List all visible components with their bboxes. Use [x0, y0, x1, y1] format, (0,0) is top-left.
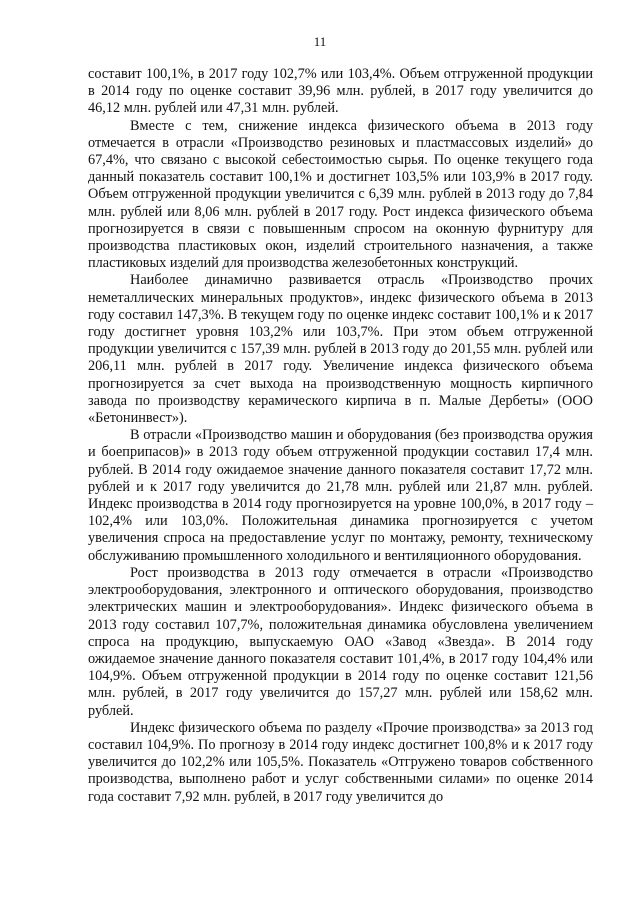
paragraph-3: Наиболее динамично развивается отрасль «Производство прочих неметаллических минеральных продуктов», индекс физического объема в 2013 году составил 147,3%. В текущем году по оценке индекс составит 100,1% и к 2017 году достигнет уровня 103,2% или 103,7%. При этом объем отгруженной продукции увеличится с 157,39 млн. рублей в 2013 году до 201,55 млн. рублей или 206,11 млн. рублей в 2017 году. Увеличение индекса физического объема прогнозируется за счет выхода на производственную мощность кирпичного завода по производству керамического кирпича в п. Малые Дербеты» (ООО «Бетонинвест»).: [88, 272, 593, 427]
paragraph-4: В отрасли «Производство машин и оборудования (без производства оружия и боеприпасов)» в 2013 году объем отгруженной продукции составил 17,4 млн. рублей. В 2014 году ожидаемое значение данного показателя составит 17,72 млн. рублей и к 2017 году увеличится до 21,78 млн. рублей или 21,87 млн. рублей. Индекс производства в 2014 году прогнозируется на уровне 100,0%, в 2017 году – 102,4% или 103,0%. Положительная динамика прогнозируется с учетом увеличения спроса на предоставление услуг по монтажу, ремонту, техническому обслуживанию промышленного холодильного и вентиляционного оборудования.: [88, 427, 593, 564]
document-body: [88, 66, 593, 806]
paragraph-1: составит 100,1%, в 2017 году 102,7% или 103,4%. Объем отгруженной продукции в 2014 году по оценке составит 39,96 млн. рублей, в 2017 году увеличится до 46,12 млн. рублей или 47,31 млн. рублей.: [88, 66, 593, 117]
page-number: 11: [313, 34, 327, 49]
paragraph-2: Вместе с тем, снижение индекса физического объема в 2013 году отмечается в отрасли «Производство резиновых и пластмассовых изделий» до 67,4%, что связано с высокой себестоимостью сырья. По оценке текущего года данный показатель составит 100,1% и достигнет 103,5% или 103,9% в 2017 году. Объем отгруженной продукции увеличится с 6,39 млн. рублей в 2013 году до 7,84 млн. рублей или 8,06 млн. рублей в 2017 году. Рост индекса физического объема прогнозируется в связи с повышенным спросом на оконную фурнитуру для производства пластиковых окон, изделий строительного назначения, а также пластиковых изделий для производства железобетонных конструкций.: [88, 117, 593, 272]
paragraph-6: Индекс физического объема по разделу «Прочие производства» за 2013 год составил 104,9%. По прогнозу в 2014 году индекс достигнет 100,8% и к 2017 году увеличится до 102,2% или 105,5%. Показатель «Отгружено товаров собственного производства, выполнено работ и услуг собственными силами» по оценке 2014 года составит 7,92 млн. рублей, в 2017 году увеличится до: [88, 719, 593, 805]
paragraph-5: Рост производства в 2013 году отмечается в отрасли «Производство электрооборудования, электронного и оптического оборудования, производство электрических машин и электрооборудования». Индекс физического объема в 2013 году составил 107,7%, положительная динамика обусловлена увеличением спроса на продукцию, выпускаемую ОАО «Завод «Звезда». В 2014 году ожидаемое значение данного показателя составит 101,4%, в 2017 году 104,4% или 104,9%. Объем отгруженной продукции в 2014 году по оценке составит 121,56 млн. рублей, в 2017 году увеличится до 157,27 млн. рублей или 158,62 млн. рублей.: [88, 564, 593, 719]
